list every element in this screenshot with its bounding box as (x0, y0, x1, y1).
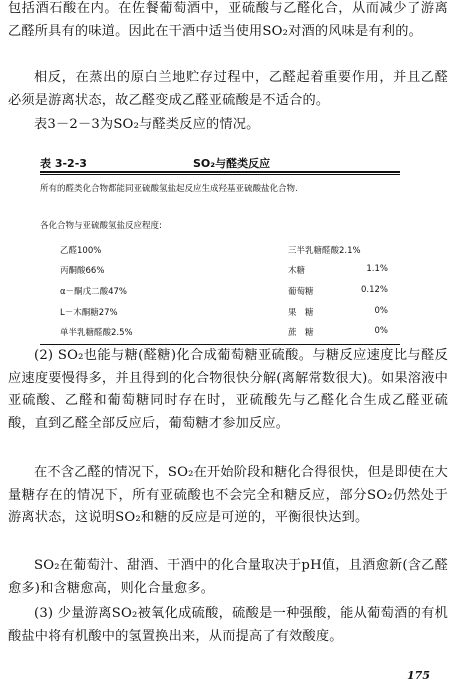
table-row-right-name: 葡萄糖 (288, 287, 314, 297)
table-row-right-value: 1.1% (366, 264, 388, 274)
table-top-rule (40, 171, 400, 173)
table-caption: 所有的醛类化合物都能同亚硫酸氢盐起反应生成羟基亚硫酸盐化合物. (40, 184, 298, 194)
table-row-left: α－酮戊二酸47% (60, 287, 127, 297)
table-row-left: 乙醛100% (60, 246, 102, 256)
table-top-rule-thin (40, 174, 400, 175)
paragraph-free-so2: (3) 少量游离SO₂被氧化成硫酸，硫酸是一种强酸，能从葡萄酒的有机酸盐中将有机酸中的氢置换出来，从而提高了有效酸度。 (8, 606, 448, 644)
table-row-right-value: 0% (374, 326, 388, 336)
table-row-right-value: 0% (374, 306, 388, 316)
table-row-right-name: 三半乳糖醛酸2.1% (288, 246, 361, 256)
paragraph-no-acetaldehyde: 在不含乙醛的情况下，SO₂在开始阶段和糖化合得很快，但是即使在大量糖存在的情况下，所有亚硫酸也不会完全和糖反应，部分SO₂仍然处于游离状态，这说明SO₂和糖的反应是可逆的，平衡很快达到。 (8, 465, 448, 525)
table-row-left: 丙酮酸66% (60, 266, 105, 276)
paragraph-sugar-reaction: (2) SO₂也能与糖(醛糖)化合成葡萄糖亚硫酸。与糖反应速度比与醛反应速度要慢得多，并且得到的化合物很快分解(离解常数很大)。如果溶液中亚硫酸、乙醛和葡萄糖同时存在时，亚硫酸先与乙醛化合生成乙醛亚硫酸，直到乙醛全部反应后，葡萄糖才参加反应。 (8, 348, 448, 431)
table-row-right-value: 0.12% (360, 285, 388, 295)
table-row-left: 单半乳糖醛酸2.5% (60, 328, 133, 338)
table-subcaption: 各化合物与亚硫酸氢盐反应程度: (40, 221, 162, 231)
page-number: 175 (407, 669, 430, 682)
table-row-right-name: 蔗 糖 (288, 328, 314, 338)
paragraph-ph-dependence: SO₂在葡萄汁、甜酒、干酒中的化合量取决于pH值，且酒愈新(含乙醛愈多)和含糖愈高，则化合量愈多。 (8, 558, 448, 596)
paragraph-table-ref: 表3－2－3为SO₂与醛类反应的情况。 (34, 117, 260, 132)
table-title: SO₂与醛类反应 (193, 157, 271, 170)
table-number: 表 3-2-3 (40, 157, 87, 170)
table-row-right-name: 木糖 (288, 266, 306, 276)
table-row-left: L－木酮糖27% (60, 308, 118, 318)
paragraph-brandy: 相反，在蒸出的原白兰地贮存过程中，乙醛起着重要作用，并且乙醛必须是游离状态，故乙醛变成乙醛亚硫酸是不适合的。 (8, 70, 448, 108)
table-row-right-name: 果 糖 (288, 308, 314, 318)
paragraph-intro: 包括酒石酸在内。在佐餐葡萄酒中，亚硫酸与乙醛化合，从而减少了游离乙醛所具有的味道。因此在干酒中适当使用SO₂对酒的风味是有利的。 (8, 1, 448, 39)
